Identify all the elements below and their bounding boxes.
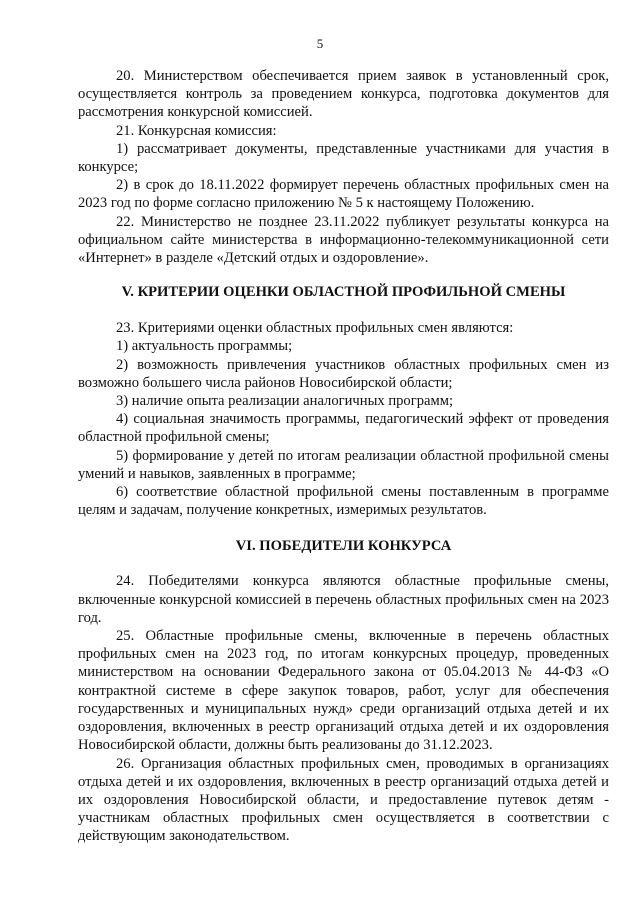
paragraph-25: 25. Областные профильные смены, включенные в перечень областных профильных смен на 2023 год, по итогам конкурсных процедур, проведенных министерством на основании Федерального закона от 05.04.2013 № 44-ФЗ «О контрактной системе в сфере закупок товаров, работ, услуг для обеспечения государственных и муниципальных нужд» среди организаций отдыха детей и их оздоровления, включенных в реестр организаций отдыха детей и их оздоровления Новосибирской области, должны быть реализованы до 31.12.2023. (78, 628, 609, 754)
paragraph-26: 26. Организация областных профильных смен, проводимых в организациях отдыха детей и их оздоровления, включенных в реестр организаций отдыха детей и их оздоровления Новосибирской области, и предоставление путевок детям - участникам областных профильных смен осуществляется в соответствии с действующим законодательством. (78, 755, 609, 845)
paragraph-20: 20. Министерством обеспечивается прием заявок в установленный срок, осуществляется контроль за проведением конкурса, подготовка документов для рассмотрения конкурсной комиссией. (78, 68, 609, 121)
paragraph-21: 21. Конкурсная комиссия: (116, 122, 277, 139)
criterion-1: 1) актуальность программы; (116, 338, 293, 355)
section-5-body (78, 319, 609, 519)
criterion-5: 5) формирование у детей по итогам реализации областной профильной смены умений и навыков, заявленных в программе; (78, 447, 609, 482)
paragraph-21-item-1: 1) рассматривает документы, представленные участниками для участия в конкурсе; (78, 140, 609, 176)
page-number: 5 (316, 36, 324, 51)
paragraph-23: 23. Критериями оценки областных профильных смен являются: (116, 320, 514, 337)
criterion-2: 2) возможность привлечения участников областных профильных смен из возможно большего числа районов Новосибирской области; (78, 356, 609, 391)
criterion-6: 6) соответствие областной профильной смены поставленным в программе целям и задачам, получение конкретных, измеримых результатов. (78, 484, 609, 519)
section-4-tail (78, 67, 609, 267)
paragraph-22: 22. Министерство не позднее 23.11.2022 публикует результаты конкурса на официальном сайте министерства в информационно-телекоммуникационной сети «Интернет» в разделе «Детский отдых и оздоровление». (78, 213, 609, 267)
paragraph-24: 24. Победителями конкурса являются областные профильные смены, включенные конкурсной комиссией в перечень областных профильных смен на 2023 год. (78, 573, 609, 626)
document-body (78, 67, 609, 846)
paragraph-21-item-2: 2) в срок до 18.11.2022 формирует перечень областных профильных смен на 2023 год по форме согласно приложению № 5 к настоящему Положению. (78, 177, 609, 212)
section-5-heading: V. КРИТЕРИИ ОЦЕНКИ ОБЛАСТНОЙ ПРОФИЛЬНОЙ СМЕНЫ (121, 284, 566, 301)
criterion-4: 4) социальная значимость программы, педагогический эффект от проведения областной профильной смены; (78, 411, 609, 446)
criterion-3: 3) наличие опыта реализации аналогичных программ; (116, 393, 454, 410)
section-6-heading: VI. ПОБЕДИТЕЛИ КОНКУРСА (235, 538, 452, 555)
section-6-body (78, 572, 609, 845)
